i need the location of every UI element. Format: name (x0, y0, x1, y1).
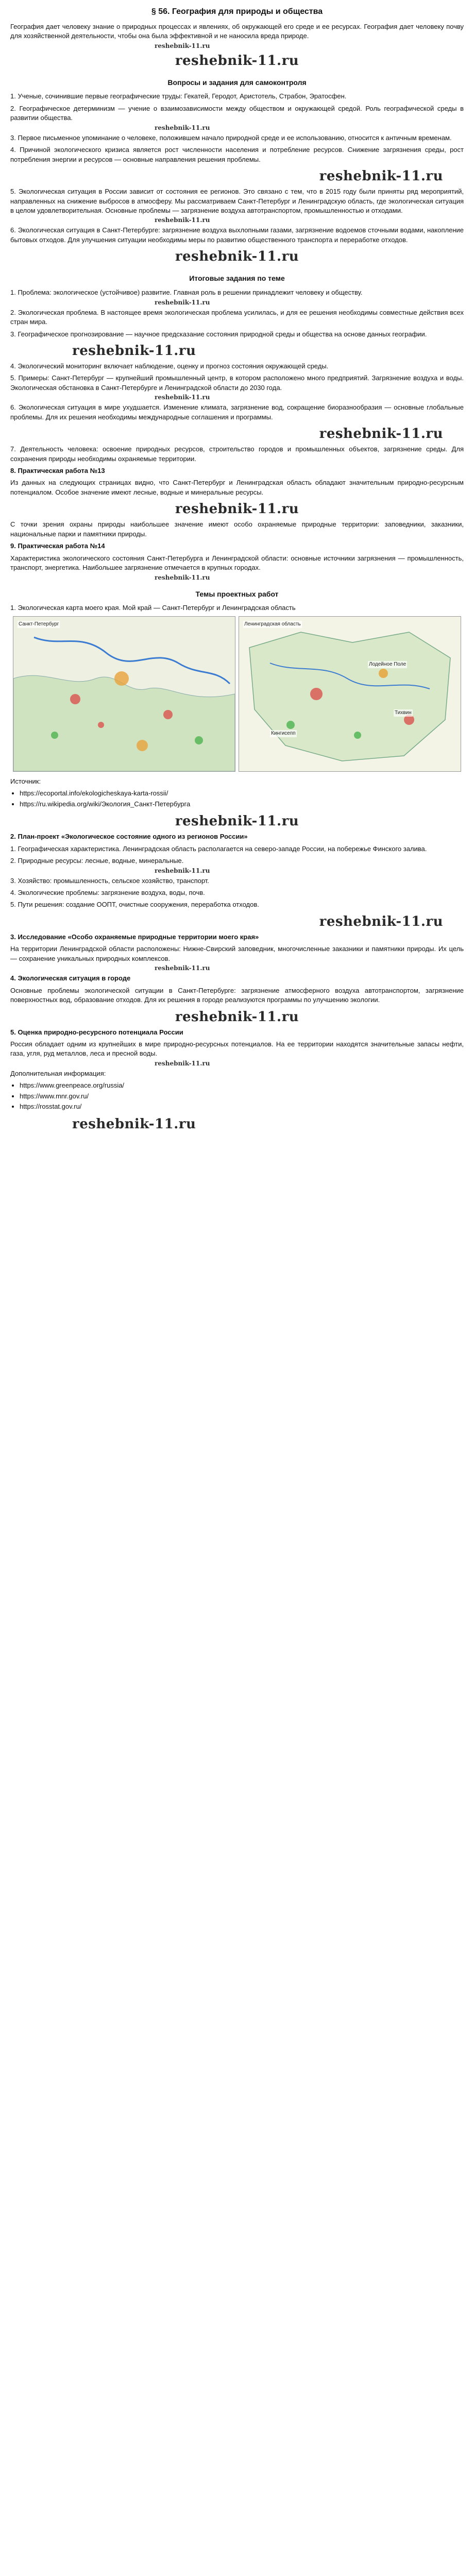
page (10, 0, 464, 1145)
project-2-item: 2. Природные ресурсы: лесные, водные, минеральные. (10, 857, 184, 865)
question-2: 2. Географическое детерминизм — учение о взаимозависимости между обществом и окружающей средой. Роль географической среды в развитии общества. (10, 104, 464, 122)
final-7: 7. Деятельность человека: освоение природных ресурсов, строительство городов и промышленных объектов, загрязнение среды. Для сохранения природы необходимы охраняемые территории. (10, 445, 464, 463)
map-caption-lenobl: Ленинградская область (243, 621, 302, 628)
watermark-small: reshebnik-11.ru (155, 1059, 210, 1067)
watermark-small: reshebnik-11.ru (155, 964, 210, 972)
watermark-small: reshebnik-11.ru (155, 42, 210, 49)
projects-title: Темы проектных работ (195, 589, 279, 598)
maps-row (10, 616, 464, 772)
final-2: 2. Экологическая проблема. В настоящее время экологическая проблема усилилась, и для ее решения необходимы совместные действия всех стран мира. (10, 308, 464, 326)
link-label: Источник: (10, 777, 41, 785)
watermark: reshebnik-11.ru (175, 249, 299, 265)
practical-2-text: Характеристика экологического состояния Санкт-Петербурга и Ленинградской области: основные источники загрязнения — промышленность, транспорт, энергетика. Наибольшее загрязнение отмечается в крупных городах. (10, 554, 464, 572)
watermark-small: reshebnik-11.ru (155, 298, 210, 306)
project-2-item: 1. Географическая характеристика. Ленинградская область располагается на северо-западе России, на побережье Финского залива. (10, 844, 427, 853)
map-caption-lodeynoe: Лодейное Поле (368, 661, 407, 668)
section-title: § 56. География для природы и общества (151, 7, 323, 16)
watermark: reshebnik-11.ru (175, 53, 299, 69)
final-title: Итоговые задания по теме (189, 274, 285, 283)
practical-1-title: 8. Практическая работа №13 (10, 467, 105, 475)
watermark: reshebnik-11.ru (175, 501, 299, 517)
watermark-small: reshebnik-11.ru (155, 216, 210, 224)
extra-link-item[interactable]: • https://rosstat.gov.ru/ (20, 1102, 464, 1111)
project-4: 4. Экологическая ситуация в городе (10, 974, 131, 982)
watermark-small: reshebnik-11.ru (155, 867, 210, 874)
watermark-small: reshebnik-11.ru (155, 573, 210, 581)
project-2-item: 5. Пути решения: создание ООПТ, очистные сооружения, переработка отходов. (10, 901, 259, 909)
watermark-small: reshebnik-11.ru (155, 124, 210, 131)
watermark: reshebnik-11.ru (72, 1116, 196, 1132)
map-caption-kingisepp: Кингисепп (270, 730, 297, 737)
question-1: 1. Ученые, сочинившие первые географические труды: Гекатей, Геродот, Аристотель, Страбон, Эратосфен. (10, 92, 347, 100)
map-caption-tikhvin: Тихвин (394, 709, 413, 717)
project-2-item: 3. Хозяйство: промышленность, сельское хозяйство, транспорт. (10, 876, 209, 885)
question-5: 5. Экологическая ситуация в России зависит от состояния ее регионов. Это связано с тем, что в 2015 году были приняты ряд мероприятий, направленных на снижение выбросов в атмосферу. Мы рассматриваем Санкт-Петербург и Ленинградскую область, где экологическая ситуация в целом удовлетворительная. Основные проблемы — загрязнение воздуха автотранспортом, промышленностью и отходами. (10, 188, 464, 214)
map-lenobl (239, 616, 461, 772)
link-item[interactable]: • https://ru.wikipedia.org/wiki/Экология_Санкт-Петербурга (20, 800, 464, 809)
project-1: 1. Экологическая карта моего края. Мой край — Санкт-Петербург и Ленинградская область (10, 604, 296, 612)
final-3: 3. Географическое прогнозирование — научное предсказание состояния природной среды и общества на основе данных географии. (10, 330, 427, 338)
extra-link-item[interactable]: • https://www.mnr.gov.ru/ (20, 1092, 464, 1101)
links-list (10, 789, 464, 809)
project-5: 5. Оценка природно-ресурсного потенциала России (10, 1028, 183, 1036)
questions-title: Вопросы и задания для самоконтроля (167, 78, 307, 87)
watermark: reshebnik-11.ru (175, 1009, 299, 1025)
practical-1-note: С точки зрения охраны природы наибольшее значение имеют особо охраняемые природные территории: заповедники, заказники, национальные парки и памятники природы. (10, 520, 464, 538)
final-1: 1. Проблема: экологическое (устойчивое) развитие. Главная роль в решении принадлежит человеку и обществу. (10, 289, 363, 297)
practical-2-title: 9. Практическая работа №14 (10, 542, 105, 550)
practical-1-text: Из данных на следующих страницах видно, что Санкт-Петербург и Ленинградская область обладают значительным природно-ресурсным потенциалом. Особое значение имеют лесные, водные и минеральные ресурсы. (10, 479, 464, 496)
watermark-small: reshebnik-11.ru (155, 394, 210, 401)
question-4: 4. Причиной экологического кризиса является рост численности населения и потребление ресурсов. Снижение загрязнения среды, рост потребления энергии и ресурсов — основные направления решения проблемы. (10, 146, 464, 163)
map-spb (13, 616, 235, 772)
project-2: 2. План-проект «Экологическое состояние одного из регионов России» (10, 833, 248, 841)
map-spb-svg (13, 617, 235, 771)
watermark: reshebnik-11.ru (72, 343, 196, 359)
extra-label: Дополнительная информация: (10, 1069, 106, 1077)
map-lenobl-svg (239, 617, 461, 771)
project-3: 3. Исследование «Особо охраняемые природные территории моего края» (10, 933, 259, 941)
question-6: 6. Экологическая ситуация в Санкт-Петербурге: загрязнение воздуха выхлопными газами, загрязнение водоемов сточными водами, накопление бытовых отходов. Для улучшения ситуации необходимы меры по развитию общественного транспорта и переработке отходов. (10, 226, 464, 244)
question-3: 3. Первое письменное упоминание о человеке, положившем начало природной среде и ее использованию, относится к античным временам. (10, 133, 452, 142)
final-6: 6. Экологическая ситуация в мире ухудшается. Изменение климата, загрязнение вод, сокращение биоразнообразия — основные глобальные проблемы. Для их решения необходимы международные соглашения и программы. (10, 403, 464, 421)
final-4: 4. Экологический мониторинг включает наблюдение, оценку и прогноз состояния окружающей среды. (10, 362, 329, 370)
project-2-item: 4. Экологические проблемы: загрязнение воздуха, воды, почв. (10, 889, 205, 897)
project-3-text: На территории Ленинградской области расположены: Нижне-Свирский заповедник, многочисленные заказники и памятники природы. Их цель — сохранение уникальных природных комплексов. (10, 945, 464, 962)
project-4-text: Основные проблемы экологической ситуации в Санкт-Петербурге: загрязнение атмосферного воздуха автотранспортом, загрязнение поверхностных вод, образование отходов. Для их решения в городе реализуются программы по улучшению экологии. (10, 986, 464, 1004)
watermark: reshebnik-11.ru (175, 814, 299, 829)
watermark: reshebnik-11.ru (319, 426, 443, 442)
extra-link-item[interactable]: • https://www.greenpeace.org/russia/ (20, 1081, 464, 1090)
project-5-text: Россия обладает одним из крупнейших в мире природно-ресурсных потенциалов. На ее территории находятся значительные запасы нефти, газа, угля, руд металлов, леса и пресной воды. (10, 1040, 464, 1058)
extra-links-list (10, 1081, 464, 1111)
intro-text: География дает человеку знание о природных процессах и явлениях, об окружающей его среде и ее ресурсах. География дает человеку почву для хозяйственной деятельности, чтобы она была эффективной и не наносила вреда природе. (10, 22, 464, 40)
final-5: 5. Примеры: Санкт-Петербург — крупнейший промышленный центр, в котором расположено много предприятий. Загрязнение воздуха и воды. Экологическая обстановка в Санкт-Петербурге и Ленинградской области до 2030 года. (10, 374, 464, 392)
watermark: reshebnik-11.ru (319, 913, 443, 929)
map-caption-spb: Санкт-Петербург (18, 621, 60, 628)
link-item[interactable]: • https://ecoportal.info/ekologicheskaya-karta-rossii/ (20, 789, 464, 798)
watermark: reshebnik-11.ru (319, 168, 443, 184)
